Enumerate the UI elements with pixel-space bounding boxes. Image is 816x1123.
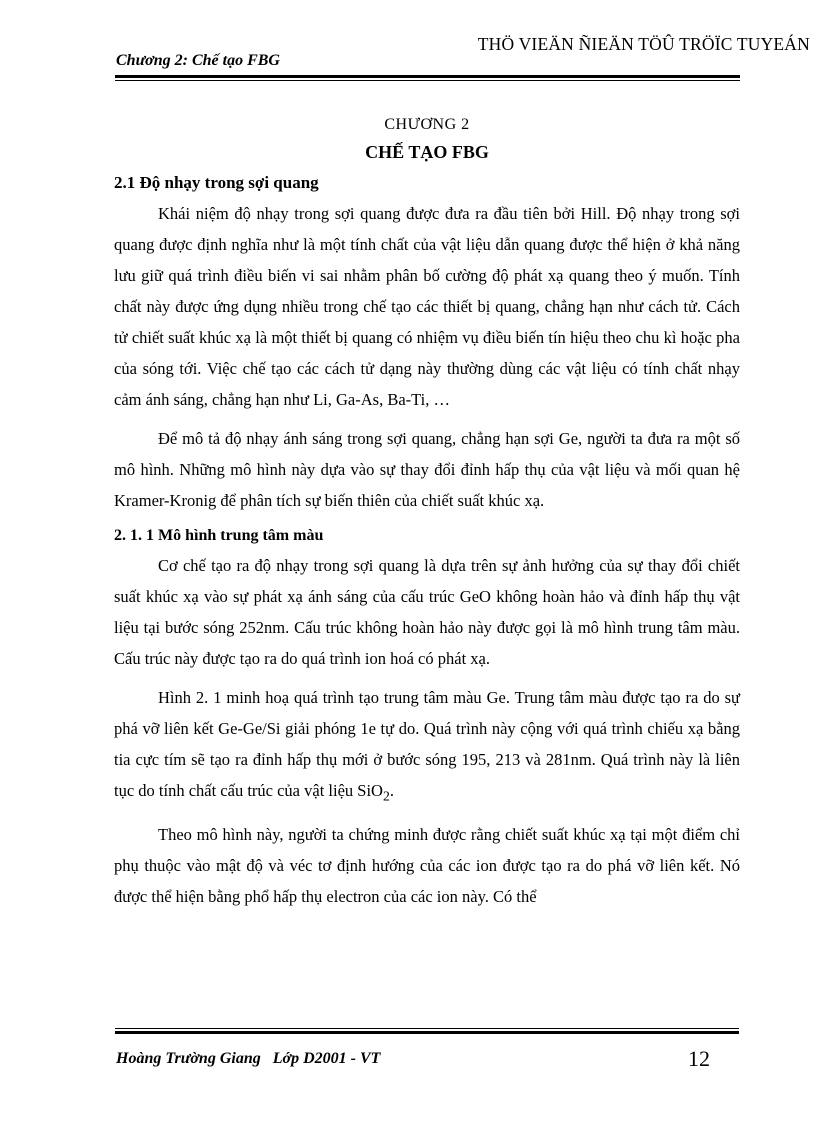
header-rule — [115, 75, 740, 81]
chapter-number: CHƯƠNG 2 — [384, 116, 470, 133]
chapter-title: CHẾ TẠO FBG — [365, 142, 489, 162]
paragraph-5: Theo mô hình này, người ta chứng minh được rằng chiết suất khúc xạ tại một điểm chỉ phụ thuộc vào mật độ và véc tơ định hướng của các ion được tạo ra do phá vỡ liên kết. Nó được thể hiện bằng phổ hấp thụ electron của các ion này. Có thể — [114, 825, 740, 907]
section-heading-2-1-1: 2. 1. 1 Mô hình trung tâm màu — [114, 527, 324, 544]
paragraph-2: Để mô tả độ nhạy ánh sáng trong sợi quang, chẳng hạn sợi Ge, người ta đưa ra một số mô hình. Những mô hình này dựa vào sự thay đổi đỉnh hấp thụ của vật liệu và mối quan hệ Kramer-Kronig để phân tích sự biến thiên của chiết suất khúc xạ. — [114, 429, 740, 510]
running-header-chapter: Chương 2: Chế tạo FBG — [116, 52, 280, 69]
paragraph-4 — [114, 682, 740, 811]
paragraph-4-text: Hình 2. 1 minh hoạ quá trình tạo trung tâm màu Ge. Trung tâm màu được tạo ra do sự phá vỡ liên kết Ge-Ge/Si giải phóng 1e tự do. Quá trình này cộng với quá trình chiếu xạ bằng tia cực tím sẽ tạo ra đỉnh hấp thụ mới ở bước sóng 195, 213 và 281nm. Quá trình này là liên tục do tính chất cấu trúc của vật liệu SiO — [114, 688, 740, 800]
page-number: 12 — [688, 1046, 710, 1071]
footer-rule — [115, 1028, 739, 1034]
paragraph-1: Khái niệm độ nhạy trong sợi quang được đưa ra đầu tiên bởi Hill. Độ nhạy trong sợi quang được định nghĩa như là một tính chất của vật liệu dẫn quang được thể hiện ở khả năng lưu giữ quá trình điều biến vi sai nhằm phân bố cường độ phát xạ quang theo ý muốn. Tính chất này được ứng dụng nhiều trong chế tạo các thiết bị quang, chẳng hạn như cách tử. Cách tử chiết suất khúc xạ là một thiết bị quang có nhiệm vụ điều biến tín hiệu theo chu kì hoặc pha của sóng tới. Việc chế tạo các cách tử dạng này thường dùng các vật liệu có tính chất nhạy cảm ánh sáng, chẳng hạn như Li, Ga-As, Ba-Ti, … — [114, 204, 740, 409]
footer-author: Hoàng Trường Giang Lớp D2001 - VT — [116, 1050, 381, 1067]
section-heading-2-1: 2.1 Độ nhạy trong sợi quang — [114, 173, 319, 192]
library-watermark: THÖ VIEÄN ÑIEÄN TÖÛ TRÖÏC TUYEÁN — [477, 34, 810, 54]
paragraph-3: Cơ chế tạo ra độ nhạy trong sợi quang là dựa trên sự ảnh hưởng của sự thay đổi chiết suất khúc xạ vào sự phát xạ ánh sáng của cấu trúc GeO không hoàn hảo và đỉnh hấp thụ vật liệu tại bước sóng 252nm. Cấu trúc không hoàn hảo này được gọi là mô hình trung tâm màu. Cấu trúc này được tạo ra do quá trình ion hoá có phát xạ. — [114, 556, 740, 668]
page-content — [114, 116, 740, 920]
paragraph-4-end: . — [389, 781, 394, 800]
subscript-2: 2 — [382, 788, 390, 804]
